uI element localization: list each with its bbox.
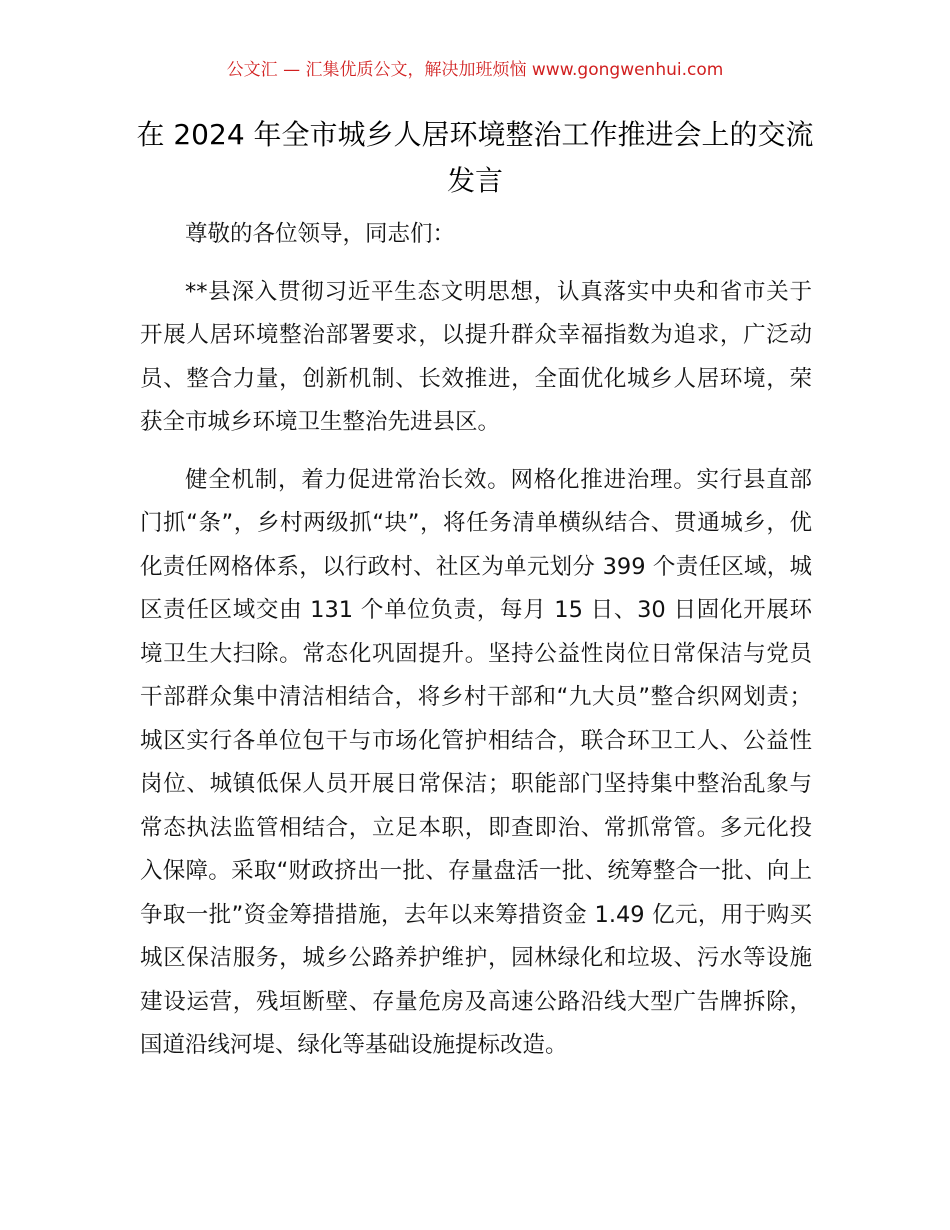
salutation: 尊敬的各位领导，同志们： xyxy=(185,221,456,247)
paragraph-mechanism: 健全机制，着力促进常治长效。网格化推进治理。实行县直部门抓“条”，乡村两级抓“块”，将任务清单横纵结合、贯通城乡，优化责任网格体系，以行政村、社区为单元划分 399 个责任区域，城区责任区域交由 131 个单位负责，每月 15 日、30 日固化开展环境卫生大扫除。常态化巩固提升。坚持公益性岗位日常保洁与党员干部群众集中清洁相结合，将乡村干部和“九大员”整合织网划责；城区实行各单位包干与市场化管护相结合，联合环卫工人、公益性岗位、城镇低保人员开展日常保洁；职能部门坚持集中整治乱象与常态执法监管相结合，立足本职，即查即治、常抓常管。多元化投入保障。采取“财政挤出一批、存量盘活一批、统筹整合一批、向上争取一批”资金筹措措施，去年以来筹措资金 1.49 亿元，用于购买城区保洁服务，城乡公路养护维护，园林绿化和垃圾、污水等设施建设运营，残垣断壁、存量危房及高速公路沿线大型广告牌拆除，国道沿线河堤、绿化等基础设施提标改造。 xyxy=(140,466,812,1058)
document-title: 在 2024 年全市城乡人居环境整治工作推进会上的交流发言 xyxy=(136,118,814,197)
document-body xyxy=(140,213,812,1068)
header-watermark: 公文汇 — 汇集优质公文，解决加班烦恼 www.gongwenhui.com xyxy=(226,60,724,80)
paragraph-intro: **县深入贯彻习近平生态文明思想，认真落实中央和省市关于开展人居环境整治部署要求，以提升群众幸福指数为追求，广泛动员、整合力量，创新机制、长效推进，全面优化城乡人居环境，荣获全市城乡环境卫生整治先进县区。 xyxy=(140,278,812,435)
